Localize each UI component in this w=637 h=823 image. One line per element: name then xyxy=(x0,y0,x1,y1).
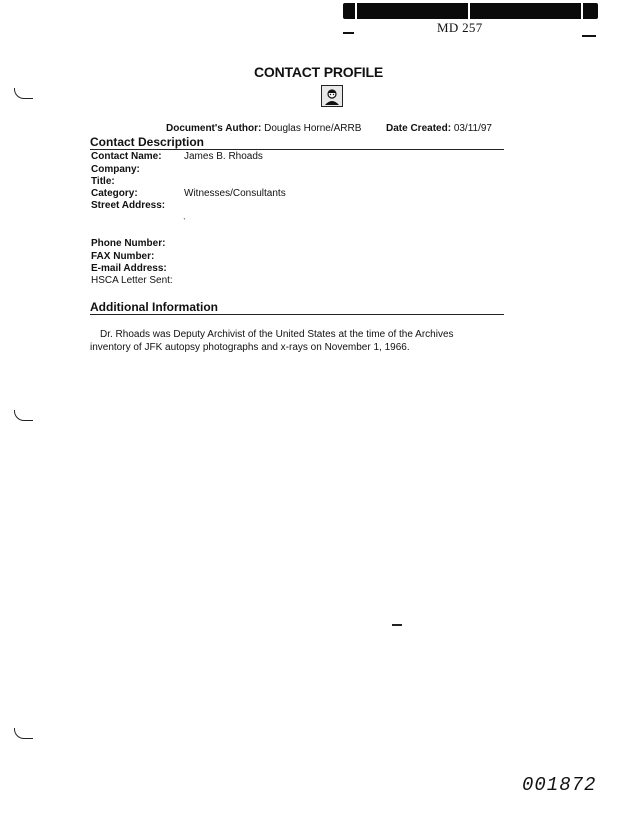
additional-section-title: Additional Information xyxy=(90,300,218,314)
redaction-gap xyxy=(468,3,470,19)
page-number: 001872 xyxy=(522,774,597,796)
person-portrait-icon xyxy=(321,85,343,107)
field-label-contact-name: Contact Name: xyxy=(91,151,162,162)
page-title: CONTACT PROFILE xyxy=(254,64,383,80)
additional-paragraph xyxy=(90,328,490,354)
contact-section-title: Contact Description xyxy=(90,135,205,149)
section-rule xyxy=(90,314,504,315)
redaction-gap xyxy=(581,3,583,19)
field-label-email: E-mail Address: xyxy=(91,263,167,274)
field-label-phone: Phone Number: xyxy=(91,238,166,249)
redaction-gap xyxy=(355,3,357,19)
field-label-hsca-letter: HSCA Letter Sent: xyxy=(91,275,173,286)
stray-dash xyxy=(392,624,402,626)
document-code: MD 257 xyxy=(437,20,483,35)
date-label: Date Created: xyxy=(386,123,452,134)
section-rule xyxy=(90,149,504,150)
paragraph-line: Dr. Rhoads was Deputy Archivist of the United States at the time of the Archives xyxy=(100,329,454,340)
author-label: Document's Author: xyxy=(166,123,262,134)
field-label-category: Category: xyxy=(91,188,138,199)
binder-hole-mark xyxy=(14,728,33,739)
date-value: 03/11/97 xyxy=(453,123,492,134)
paragraph-line: inventory of JFK autopsy photographs and x-rays on November 1, 1966. xyxy=(90,342,410,353)
author-value: Douglas Horne/ARRB xyxy=(264,123,362,134)
author-line xyxy=(166,123,361,134)
stray-mark: ˋ xyxy=(183,217,186,227)
field-value-category: Witnesses/Consultants xyxy=(184,188,286,199)
field-value-contact-name: James B. Rhoads xyxy=(184,151,263,162)
date-line xyxy=(386,123,492,134)
redaction-bar xyxy=(343,3,598,19)
header-dash-left xyxy=(343,32,354,34)
header-dash-right xyxy=(582,35,596,37)
binder-hole-mark xyxy=(14,410,33,421)
field-label-title: Title: xyxy=(91,176,115,187)
field-label-street-address: Street Address: xyxy=(91,200,166,211)
field-label-fax: FAX Number: xyxy=(91,251,155,262)
binder-hole-mark xyxy=(14,88,33,99)
field-label-company: Company: xyxy=(91,164,140,175)
